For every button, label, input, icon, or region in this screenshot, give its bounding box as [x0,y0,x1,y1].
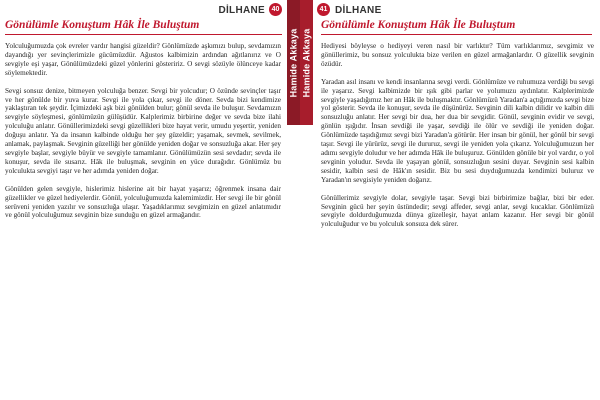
author-tab-right [300,0,313,125]
paragraph: Yolculuğumuzda çok evreler vardır hangisi güzeldir? Gönlümüzde aşkımızı bulup, sevdamızın dayandığı yer sevinçlerimizle gücümüzdür. Ağustos kalbimizin ardından ağıtlanırız ve O sevgiyle eşi yaşar, Gönülümüzdeki güzel yönlerini gösteririz. O sevgi sözüyle ölünceye kadar söylemektedir. [5,42,281,77]
brand-label: DİLHANE [335,5,382,16]
paragraph: Sevgi sonsuz denize, bitmeyen yolculuğa benzer. Sevgi bir yolcudur; O özünde sevinçler taşır ve her gönülde bir yuva kurar. Sevgi ile yola çıkar, sevgi ile döner. Sevda bizi kendimize yaklaştıran tek şeydir. İçimizdeki aşk bizi gönülden bulur; gönül sevda ile buluşur. Sevdamızın sevgiyle söyleşmesi, gönlümüzün gülüşüdür. Kalplerimiz birbirine değer ve sevda bize ilahi yolculuğu anlatır. Gönüllerimizdeki sevgi güzellikleri bize hayat verir, umudu yeşertir, yeniden doğuşu anlatır. Ya da insanın kalbinde olduğu her şey güzeldir; yaşamak, sevmek, sevilmek, anlamak, paylaşmak. Sevginin güzelliği her gönülde yeniden doğar ve sonsuzluğa akar. Her şey sevgiyle başlar, sevgiyle büyür ve sevgiyle tamamlanır. Gönülümüzün sesi sevdadır; sevda ile konuşur, sevda ile susarız. Hâk ile buluşmak, sevginin en yüce durağıdır. Gönlümüz bu yolculukta sevgiyi taşır ve her adımda yeniden doğar. [5,86,281,175]
author-tab-left [287,0,300,125]
header-rule [5,34,282,35]
right-page [313,0,600,400]
paragraph: Hediyesi böyleyse o hediyeyi veren nasıl bir varlıktır? Tüm varlıklarımız, sevgimiz ve gönüllerimiz, bu sonsuz yolculukta bize verilen en güzel armağanlardır. O güzellik sevginin özüdür. [321,42,594,68]
left-page [0,0,287,400]
right-page-text [321,42,594,398]
paragraph: Gönüllerimiz sevgiyle dolar, sevgiyle taşar. Sevgi bizi birbirimize bağlar, bizi bir eder. Sevginin gücü her şeyin üstündedir; sevgi affeder, sevgi anlar, sevgi kucaklar. Gönlümüzü sevgiyle doldurduğumuzda dünya güzelleşir, hayat anlam kazanır. Her sevgi bir gönül yolculuğudur ve bu yolculuk sonsuza dek sürer. [321,193,594,229]
left-page-text [5,42,281,398]
book-title: Gönülümle Konuştum Hâk İle Buluştum [5,19,200,31]
book-spine [287,0,313,400]
author-name: Hamide Akkaya [301,28,312,97]
page-number-badge: 41 [317,3,330,16]
author-name: Hamide Akkaya [288,28,299,97]
book-title: Gönülümle Konuştum Hâk İle Buluştum [321,19,516,31]
brand-label: DİLHANE [218,5,265,16]
header-rule [321,34,592,35]
paragraph: Yaradan asıl insanı ve kendi insanlarına sevgi verdi. Gönlümüze ve ruhumuza verdiği bu sevgi ile yaşarız. Sevgi kalbimizde bir ışık gibi parlar ve yolumuzu aydınlatır. Kalplerimizde sevgiyle yaşadığımız her an Hâk ile buluşmaktır. Gönlümüzü Yaradan'a açtığımızda sevgi bize yol gösterir. Sevda ile konuşur, sevda ile düşünürüz. Sevginin dili kalbin dilidir ve kalbin dili sonsuzluğu anlatır. Her sevgi bir dua, her dua bir sevgidir. Gönül, sevginin evidir ve sevgi, gönlün ışığıdır. İnsan sevdiği ile yaşar, sevdiği ile ölür ve sevdiği ile yeniden doğar. Gönlümüzde taşıdığımız sevgi bizi Yaradan'a götürür. Her insan bir gönül, her gönül bir sevgi taşır. Sevgi ile yürürüz, sevgi ile dururuz, sevgi ile yeniden yola çıkarız. Yolculuğumuzun her adımı sevgiyle doludur ve her adımda Hâk ile buluşuruz. Gönülden gönüle bir yol vardır, o yol sevginin yoludur. Sevda ile yaşayan gönül, sonsuzluğun sesini duyar. Sevginin sesi kalbin sesidir, kalbin sesi de Hâk'ın sesidir. Biz bu sesi duyduğumuzda kendimizi buluruz ve Yaradan'ın sevgisiyle yeniden doğarız. [321,77,594,184]
page-number-badge: 40 [269,3,282,16]
paragraph: Gönülden gelen sevgiyle, hislerimiz hislerine ait bir hayat yaşarız; öğrenmek insana dair güzellikler ve güzel hediyelerdir. Gönül, yolculuğumuzda kalemimizdir. Her sevgi ile bir gönül serüveni yeniden yazılır ve sonsuzluğa ulaşır. Yaşadıklarımız sevgimizin en güzel anlatımıdır ve gönül yolculuğumuz sevginin bize sunduğu en güzel armağandır. [5,184,281,220]
